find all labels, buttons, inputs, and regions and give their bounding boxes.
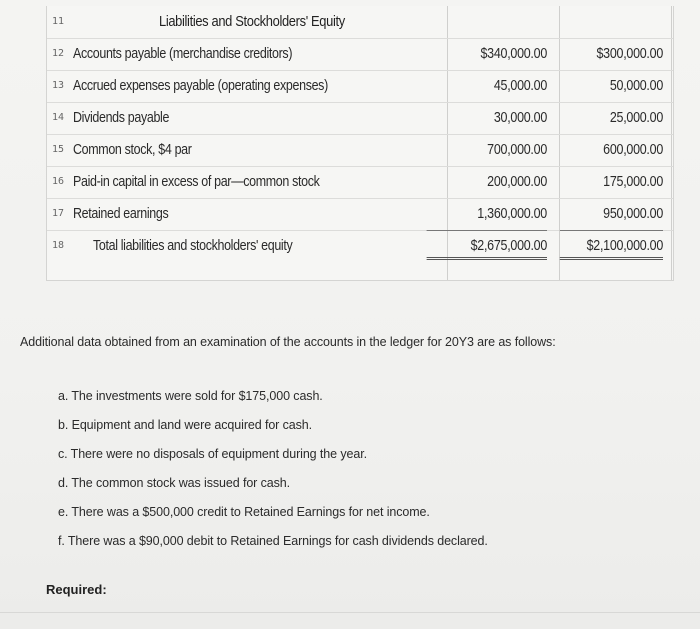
section-heading: Liabilities and Stockholders' Equity [159,13,345,30]
current-year-amount: 700,000.00 [487,142,547,158]
prior-year-amount: 175,000.00 [603,174,663,190]
table-total-row [47,230,673,262]
row-number: 14 [51,112,65,123]
divider [0,612,700,613]
row-label: Total liabilities and stockholders' equity [93,238,293,254]
row-label: Common stock, $4 par [73,142,192,158]
prior-year-amount: 600,000.00 [603,142,663,158]
balance-sheet-table [46,6,674,281]
prior-year-amount: 50,000.00 [609,78,663,94]
table-header-row [47,6,673,39]
list-item: f. There was a $90,000 debit to Retained Earnings for cash dividends declared. [58,534,488,548]
current-year-amount: $340,000.00 [480,46,547,62]
table-row [47,198,673,231]
row-number: 12 [51,48,65,59]
additional-data-intro: Additional data obtained from an examination of the accounts in the ledger for 20Y3 are as follows: [20,335,556,349]
row-number: 15 [51,144,65,155]
table-row [47,70,673,103]
table-row [47,134,673,167]
row-label: Accounts payable (merchandise creditors) [73,46,293,62]
list-item: c. There were no disposals of equipment during the year. [58,447,367,461]
additional-data-list [58,385,488,559]
list-item: d. The common stock was issued for cash. [58,476,290,490]
prior-year-amount: 950,000.00 [603,206,663,222]
current-year-amount: 200,000.00 [487,174,547,190]
prior-year-amount: $300,000.00 [596,46,663,62]
current-year-amount: 1,360,000.00 [477,206,547,222]
current-year-amount: 45,000.00 [493,78,547,94]
list-item: a. The investments were sold for $175,000 cash. [58,389,323,403]
table-row [47,38,673,71]
row-number: 17 [51,208,65,219]
required-heading: Required: [46,582,107,597]
row-number: 18 [51,240,65,251]
row-label: Dividends payable [73,110,170,126]
row-number: 13 [51,80,65,91]
list-item: b. Equipment and land were acquired for cash. [58,418,312,432]
row-label: Accrued expenses payable (operating expenses) [73,78,328,94]
row-label: Paid-in capital in excess of par—common stock [73,174,320,190]
prior-year-amount: 25,000.00 [609,110,663,126]
current-year-amount: 30,000.00 [493,110,547,126]
prior-year-total: $2,100,000.00 [560,230,663,260]
table-row [47,102,673,135]
table-row [47,166,673,199]
list-item: e. There was a $500,000 credit to Retained Earnings for net income. [58,505,430,519]
current-year-total: $2,675,000.00 [427,230,547,260]
row-label: Retained earnings [73,206,169,222]
row-number: 16 [51,176,65,187]
row-number: 11 [51,16,65,27]
